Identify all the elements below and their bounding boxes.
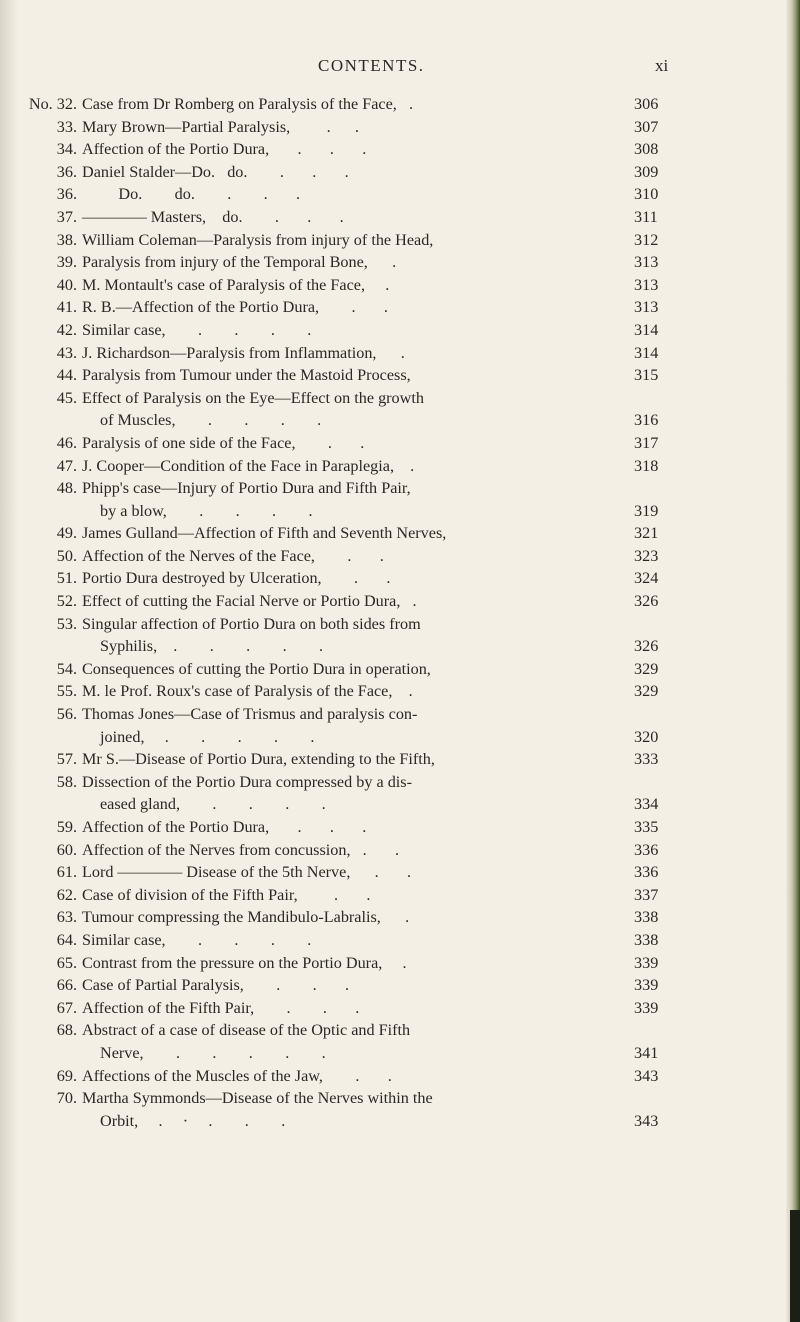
entry-number-text: 38. — [56, 230, 77, 249]
entry-page: 339 — [634, 976, 659, 995]
entry-title: Consequences of cutting the Portio Dura in operation, — [82, 659, 431, 678]
contents-entry — [0, 590, 800, 613]
entry-page: 339 — [634, 998, 659, 1017]
entry-number-text: 60. — [56, 840, 77, 859]
contents-entry — [0, 251, 800, 274]
entry-number-text: 49. — [56, 524, 77, 543]
entry-number-text: 51. — [56, 569, 77, 588]
entry-number-text: 68. — [56, 1021, 77, 1040]
entry-line — [0, 364, 800, 387]
entry-line — [0, 93, 800, 116]
contents-entry — [0, 342, 800, 365]
entry-title: Affections of the Muscles of the Jaw, . . — [82, 1066, 392, 1085]
entry-line — [0, 793, 800, 816]
entry-page: 314 — [634, 343, 659, 362]
contents-entry — [0, 319, 800, 342]
entry-number-text: 56. — [56, 705, 77, 724]
entry-title: Similar case, . . . . — [82, 930, 312, 949]
entry-line — [0, 929, 800, 952]
entry-title: Similar case, . . . . — [82, 320, 312, 339]
entry-page: 334 — [634, 795, 659, 814]
entry-number-text: 54. — [56, 659, 77, 678]
entry-page: 320 — [634, 727, 659, 746]
entry-title: Syphilis, . . . . . — [100, 637, 324, 656]
entry-title: J. Richardson—Paralysis from Inflammation, . — [82, 343, 405, 362]
contents-entry — [0, 206, 800, 229]
entry-line — [0, 635, 800, 658]
entry-number-text: 58. — [56, 772, 77, 791]
contents-entry — [0, 997, 800, 1020]
entry-number-text: 46. — [56, 433, 77, 452]
entry-title: joined, . . . . . — [100, 727, 315, 746]
entry-title: Case of division of the Fifth Pair, . . — [82, 885, 371, 904]
entry-page: 336 — [634, 840, 659, 859]
entry-title: Nerve, . . . . . — [100, 1043, 326, 1062]
entry-title: Case of Partial Paralysis, . . . — [82, 976, 350, 995]
entry-title: Paralysis from injury of the Temporal Bone, . — [82, 253, 397, 272]
entry-number-text: 55. — [56, 682, 77, 701]
entry-page: 309 — [634, 162, 659, 181]
entry-number-text: 36. — [56, 162, 77, 181]
entry-line — [0, 1019, 800, 1042]
entry-title: M. Montault's case of Paralysis of the Face, . — [82, 275, 390, 294]
entry-line — [0, 161, 800, 184]
entry-line — [0, 658, 800, 681]
entry-number-text: 65. — [56, 953, 77, 972]
entry-number-text: No. 32. — [28, 95, 77, 113]
entry-title: by a blow, . . . . — [100, 501, 313, 520]
entry-line — [0, 680, 800, 703]
entry-number-text: 37. — [56, 207, 77, 226]
entry-line — [0, 1087, 800, 1110]
page-title: CONTENTS. — [318, 56, 425, 75]
entry-page: 316 — [634, 411, 659, 430]
entry-line — [0, 1042, 800, 1065]
entry-number-text: 59. — [56, 818, 77, 836]
entry-page: 313 — [634, 253, 659, 272]
entry-number-text: 45. — [56, 388, 77, 407]
entry-line — [0, 319, 800, 342]
entry-page: 339 — [634, 953, 659, 972]
contents-entry — [0, 658, 800, 681]
entry-title: Dissection of the Portio Dura compressed by a dis- — [82, 772, 412, 791]
entry-line — [0, 997, 800, 1020]
entry-page: 326 — [634, 637, 659, 656]
entry-page: 321 — [634, 524, 659, 543]
entry-title: Do. do. . . . — [82, 185, 301, 204]
contents-entry — [0, 364, 800, 387]
contents-entry — [0, 974, 800, 997]
entry-page: 326 — [634, 592, 659, 611]
entry-title: Daniel Stalder—Do. do. . . . — [82, 162, 349, 181]
entry-title: James Gulland—Affection of Fifth and Seventh Nerves, — [82, 524, 447, 543]
contents-entry — [0, 567, 800, 590]
entry-number-text: 41. — [56, 298, 77, 317]
entry-title: Case from Dr Romberg on Paralysis of the Face, . — [82, 95, 414, 113]
entry-page: 310 — [634, 185, 659, 204]
entry-title: of Muscles, . . . . — [100, 411, 322, 430]
contents-entry — [0, 613, 800, 658]
entry-number-text: 64. — [56, 930, 77, 949]
entry-page: 307 — [634, 117, 659, 136]
entry-page: 343 — [634, 1066, 659, 1085]
entry-line — [0, 229, 800, 252]
entry-number-text: 39. — [56, 253, 77, 272]
contents-entry — [0, 161, 800, 184]
entry-line — [0, 726, 800, 749]
entry-line — [0, 409, 800, 432]
edge-dark-block — [790, 1210, 800, 1322]
contents-entry — [0, 296, 800, 319]
page-number: xi — [655, 56, 669, 75]
entry-page: 313 — [634, 275, 659, 294]
contents-entry — [0, 545, 800, 568]
entry-page: 337 — [634, 885, 659, 904]
entry-line — [0, 748, 800, 771]
entry-number-text: 61. — [56, 863, 77, 882]
entry-page: 308 — [634, 140, 659, 159]
entry-line — [0, 387, 800, 410]
entry-line — [0, 861, 800, 884]
entry-page: 306 — [634, 95, 659, 113]
entry-page: 315 — [634, 366, 659, 385]
entry-page: 319 — [634, 501, 659, 520]
contents-entry — [0, 229, 800, 252]
entry-page: 338 — [634, 930, 659, 949]
entry-number-text: 57. — [56, 750, 77, 769]
entry-page: 341 — [634, 1043, 659, 1062]
entry-page: 311 — [634, 207, 658, 226]
entry-page: 317 — [634, 433, 659, 452]
contents-entry — [0, 929, 800, 952]
entry-title: Affection of the Nerves from concussion, . . — [82, 840, 400, 859]
entry-title: Tumour compressing the Mandibulo-Labralis, . — [82, 908, 410, 927]
entry-line — [0, 952, 800, 975]
entry-title: Effect of Paralysis on the Eye—Effect on the growth — [82, 388, 424, 407]
entry-page: 324 — [634, 569, 659, 588]
entry-page: 335 — [634, 818, 659, 836]
contents-entry — [0, 1065, 800, 1088]
entry-number-text: 36. — [56, 185, 77, 204]
entry-line — [0, 613, 800, 636]
entry-line — [0, 1110, 800, 1133]
contents-entry — [0, 93, 800, 116]
entry-page: 336 — [634, 863, 659, 882]
entry-page: 314 — [634, 320, 659, 339]
contents-entry — [0, 839, 800, 862]
entry-line — [0, 816, 800, 839]
entry-line — [0, 274, 800, 297]
entry-number-text: 63. — [56, 908, 77, 927]
entry-title: Affection of the Portio Dura, . . . — [82, 818, 367, 836]
entry-page: 313 — [634, 298, 659, 317]
entry-page: 329 — [634, 659, 659, 678]
contents-entry — [0, 432, 800, 455]
entry-page: 312 — [634, 230, 659, 249]
entry-title: Effect of cutting the Facial Nerve or Portio Dura, . — [82, 592, 417, 611]
entry-line — [0, 138, 800, 161]
entry-page: 333 — [634, 750, 659, 769]
entry-title: Paralysis of one side of the Face, . . — [82, 433, 365, 452]
entry-line — [0, 251, 800, 274]
contents-entry — [0, 274, 800, 297]
contents-entry — [0, 387, 800, 432]
entry-line — [0, 455, 800, 478]
entry-line — [0, 839, 800, 862]
entry-number-text: 43. — [56, 343, 77, 362]
entry-title: ———— Masters, do. . . . — [82, 207, 344, 226]
entry-number-text: 42. — [56, 320, 77, 339]
entry-title: Portio Dura destroyed by Ulceration, . . — [82, 569, 391, 588]
entry-line — [0, 116, 800, 139]
contents-entry — [0, 703, 800, 748]
contents-entry — [0, 884, 800, 907]
entry-line — [0, 342, 800, 365]
entry-number-text: 40. — [56, 275, 77, 294]
entry-title: Paralysis from Tumour under the Mastoid Process, — [82, 366, 411, 385]
entry-title: Martha Symmonds—Disease of the Nerves within the — [82, 1089, 433, 1108]
contents-entry — [0, 455, 800, 478]
entry-title: Affection of the Nerves of the Face, . . — [82, 546, 384, 565]
entry-title: J. Cooper—Condition of the Face in Paraplegia, . — [82, 456, 415, 475]
entry-line — [0, 567, 800, 590]
entry-title: Mr S.—Disease of Portio Dura, extending to the Fifth, — [82, 750, 435, 769]
entry-number-text: 62. — [56, 885, 77, 904]
entry-number-text: 66. — [56, 976, 77, 995]
entry-title: Mary Brown—Partial Paralysis, . . — [82, 117, 359, 136]
entry-line — [0, 1065, 800, 1088]
entry-title: R. B.—Affection of the Portio Dura, . . — [82, 298, 388, 317]
entry-line — [0, 590, 800, 613]
entry-line — [0, 432, 800, 455]
entry-page: 318 — [634, 456, 659, 475]
entry-line — [0, 477, 800, 500]
entry-line — [0, 183, 800, 206]
entry-line — [0, 206, 800, 229]
contents-entry — [0, 183, 800, 206]
entry-title: Thomas Jones—Case of Trismus and paralysis con- — [82, 705, 418, 724]
entry-page: 343 — [634, 1111, 659, 1130]
contents-entry — [0, 116, 800, 139]
entry-page: 329 — [634, 682, 659, 701]
entry-line — [0, 522, 800, 545]
contents-entry — [0, 138, 800, 161]
contents-entry — [0, 861, 800, 884]
entry-line — [0, 974, 800, 997]
entry-number-text: 34. — [56, 140, 77, 159]
contents-entry — [0, 748, 800, 771]
entry-number-text: 53. — [56, 614, 77, 633]
entry-title: Affection of the Portio Dura, . . . — [82, 140, 367, 159]
contents-entry — [0, 680, 800, 703]
entry-number-text: 44. — [56, 366, 77, 385]
entry-line — [0, 296, 800, 319]
entry-number-text: 67. — [56, 998, 77, 1017]
entry-page: 338 — [634, 908, 659, 927]
entry-title: Phipp's case—Injury of Portio Dura and Fifth Pair, — [82, 479, 411, 498]
contents-entry — [0, 1087, 800, 1132]
entry-number-text: 50. — [56, 546, 77, 565]
entry-title: William Coleman—Paralysis from injury of the Head, — [82, 230, 434, 249]
entry-title: Abstract of a case of disease of the Optic and Fifth — [82, 1021, 411, 1040]
entry-number-text: 52. — [56, 592, 77, 611]
contents-entry — [0, 816, 800, 839]
entry-number-text: 47. — [56, 456, 77, 475]
entry-number-text: 70. — [56, 1089, 77, 1108]
entry-line — [0, 884, 800, 907]
entry-title: Contrast from the pressure on the Portio Dura, . — [82, 953, 407, 972]
contents-entry — [0, 952, 800, 975]
entry-title: Lord ———— Disease of the 5th Nerve, . . — [82, 863, 412, 882]
entry-number-text: 33. — [56, 117, 77, 136]
entry-number-text: 48. — [56, 479, 77, 498]
entry-line — [0, 545, 800, 568]
contents-entry — [0, 771, 800, 816]
entry-line — [0, 703, 800, 726]
entry-line — [0, 500, 800, 523]
entry-title: eased gland, . . . . — [100, 795, 326, 814]
entry-title: M. le Prof. Roux's case of Paralysis of the Face, . — [82, 682, 413, 701]
page-header — [0, 56, 800, 80]
entry-title: Orbit, . · . . . — [100, 1111, 286, 1130]
entry-title: Affection of the Fifth Pair, . . . — [82, 998, 360, 1017]
contents-entry — [0, 1019, 800, 1064]
contents-list — [0, 93, 800, 1132]
entry-line — [0, 771, 800, 794]
contents-entry — [0, 477, 800, 522]
contents-entry — [0, 906, 800, 929]
contents-entry — [0, 522, 800, 545]
entry-number-text: 69. — [56, 1066, 77, 1085]
entry-page: 323 — [634, 546, 659, 565]
entry-line — [0, 906, 800, 929]
entry-title: Singular affection of Portio Dura on both sides from — [82, 614, 421, 633]
